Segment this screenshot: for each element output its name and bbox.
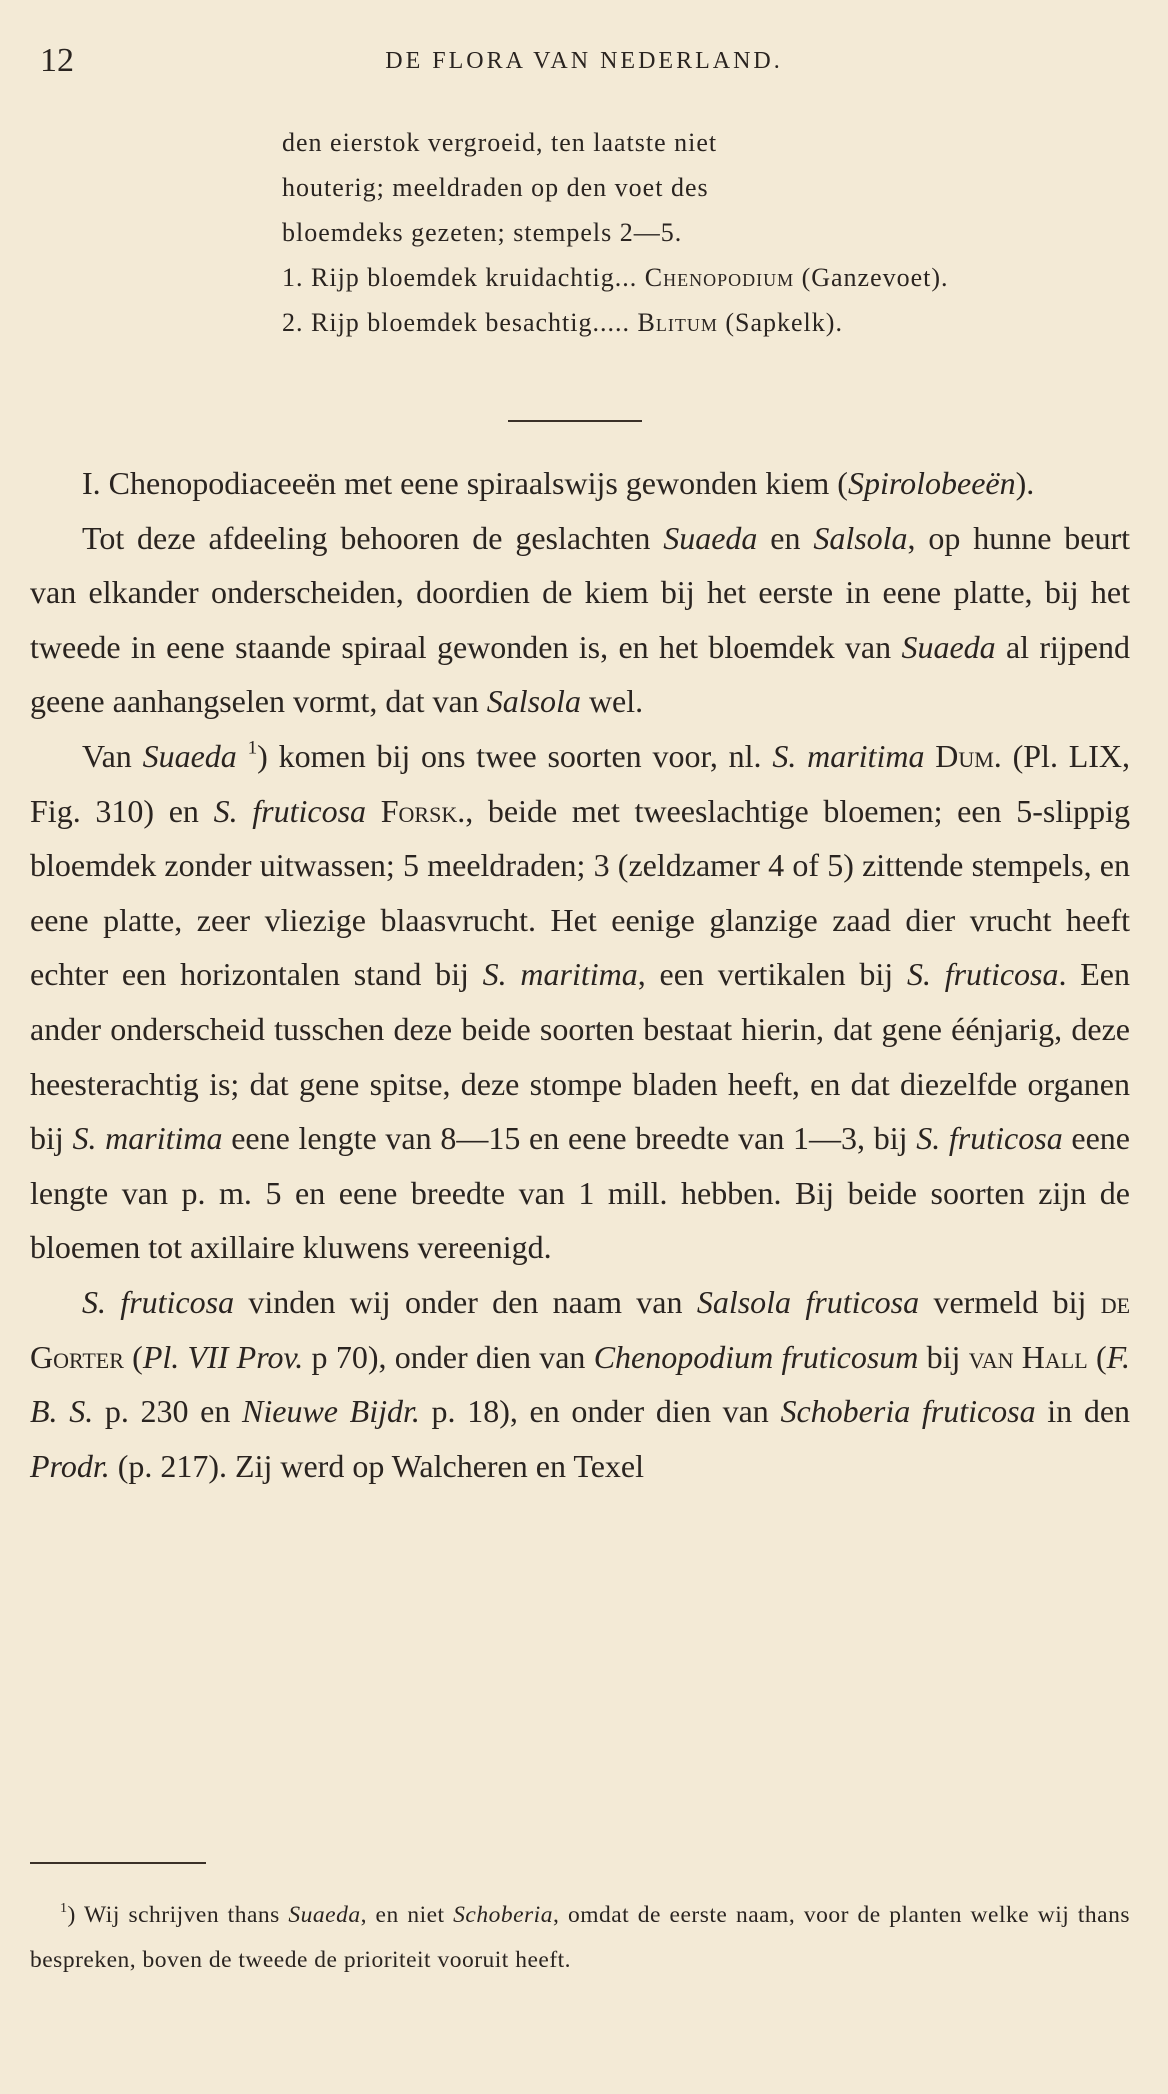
main-text — [30, 456, 1130, 1493]
running-head — [40, 42, 1128, 82]
paragraph: S. fruticosa vinden wij onder den naam van Salsola fruticosa vermeld bij de Gorter (Pl. VII Prov. p 70), onder dien van Chenopodium fruticosum bij van Hall (F. B. S. p. 230 en Nieuwe Bijdr. p. 18), en onder dien van Schoberia fruticosa in den Prodr. (p. 217). Zij werd op Walcheren en Texel — [30, 1283, 1131, 1484]
key-entry-1: 1. Rijp bloemdek kruidachtig... Chenopodium (Ganzevoet). — [282, 263, 949, 292]
footnote-marker: 1 — [247, 737, 258, 759]
footnote: $^1$) Wij schrijven thans Suaeda, en niet Schoberia, omdat de eerste naam, voor de planten welke wij thans bespreken, boven de tweede de prioriteit vooruit heeft. — [30, 1900, 1130, 1973]
paragraph: Van Suaeda $^1$) komen bij ons twee soorten voor, nl. S. maritima Dum. (Pl. LIX, Fig. 310) en S. fruticosa Forsk., beide met tweeslachtige bloemen; een 5-slippig bloemdek zonder uitwassen; 5 meeldraden; 3 (zeldzamer 4 of 5) zittende stempels, en eene platte, zeer vliezige blaasvrucht. Het eenige glanzige zaad dier vrucht heeft echter een horizontalen stand bij S. maritima, een vertikalen bij S. fruticosa. Een ander onderscheid tusschen deze beide soorten bestaat hierin, dat gene éénjarig, deze heesterachtig is; dat gene spitse, deze stompe bladen heeft, en dat diezelfde organen bij S. maritima eene lengte van 8—15 en eene breedte van 1—3, bij S. fruticosa eene lengte van p. m. 5 en eene breedte van 1 mill. hebben. Bij beide soorten zijn de bloemen tot axillaire kluwens vereenigd. — [30, 737, 1131, 1266]
section-heading-paragraph: I. Chenopodiaceeën met eene spiraalswijs gewonden kiem (Spirolobeeën). — [82, 465, 1035, 501]
identification-key — [282, 120, 1142, 345]
footnote-divider — [30, 1862, 206, 1864]
paragraph: Tot deze afdeeling behooren de geslachten Suaeda en Salsola, op hunne beurt van elkander onderscheiden, doordien de kiem bij het eerste in eene platte, bij het tweede in eene staande spiraal gewonden is, en het bloemdek van Suaeda al rijpend geene aanhangselen vormt, dat van Salsola wel. — [30, 519, 1131, 720]
footnote-number: 1 — [60, 1900, 68, 1917]
key-continuation: den eierstok vergroeid, ten laatste niet houterig; meeldraden op den voet des bloemdeks gezeten; stempels 2—5. — [282, 128, 718, 247]
section-divider — [508, 420, 642, 422]
page-number: 12 — [40, 42, 74, 79]
key-entry-2: 2. Rijp bloemdek besachtig..... Blitum (Sapkelk). — [282, 308, 843, 337]
genus-name: Blitum — [637, 308, 718, 337]
running-title: DE FLORA VAN NEDERLAND. — [385, 48, 783, 74]
genus-name: Chenopodium — [644, 263, 795, 292]
